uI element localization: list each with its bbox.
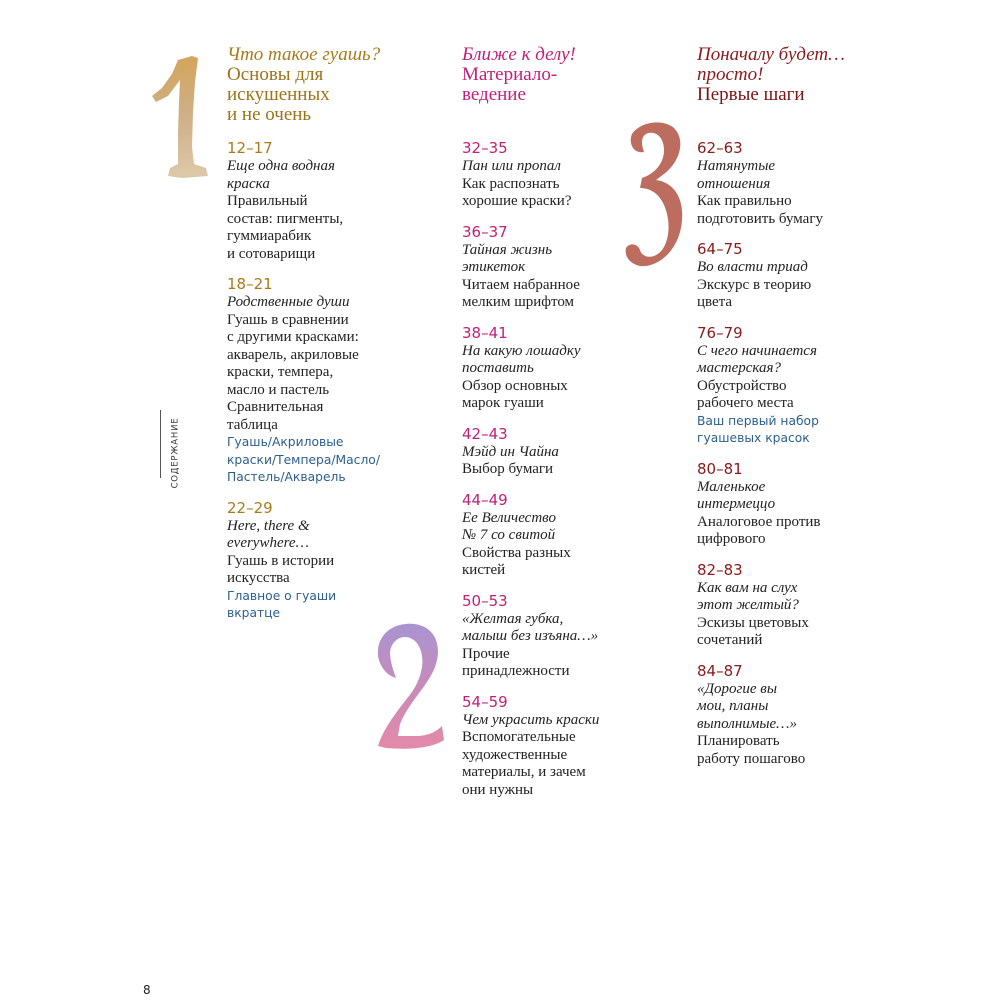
chapter-description: Гуашь в сравнении с другими красками: акварель, акриловые краски, темпера, масло и пастель Сравнительная таблица [227,311,359,433]
chapter-description: Обзор основных марок гуаши [462,377,568,411]
chapter-description: Свойства разных кистей [462,544,571,578]
painted-digit-two [370,616,450,756]
chapter-title: Пан или пропал [462,158,561,174]
chapter-title: Мэйд ин Чайна [462,443,559,460]
chapter-title: Еще одна водная краска [227,158,335,192]
page-range: 64–75 [697,240,743,258]
chapter-description: Как распознать хорошие краски? [462,175,572,209]
chapter-description: Обустройство рабочего места [697,377,794,411]
chapter-title: Чем украсить краски [462,711,600,728]
toc-entry [227,139,457,263]
chapter-description: Читаем набранное мелким шрифтом [462,276,580,310]
page-range: 62–63 [697,139,743,157]
toc-entry [697,662,927,769]
toc-entry [462,693,692,800]
chapter-note: Ваш первый набор гуашевых красок [697,413,819,445]
section-subtitle: Материало- ведение [462,64,558,105]
table-of-contents-label: СОДЕРЖАНИЕ [170,417,181,489]
chapter-description: Планировать работу пошагово [697,733,806,767]
page-range: 38–41 [462,323,508,342]
chapter-description: Прочие принадлежности [462,645,570,679]
page-range: 22–29 [227,498,273,517]
page-range: 36–37 [462,222,508,241]
toc-entry [462,223,692,312]
toc-entry [462,324,692,413]
section-title: Что такое гуашь? [227,44,381,65]
toc-entry [227,275,457,487]
chapter-description: Выбор бумаги [462,461,554,477]
chapter-description: Правильный состав: пигменты, гуммиарабик и сотоварищи [227,193,344,262]
toc-entry [697,240,927,312]
chapter-description: Как правильно подготовить бумагу [697,193,823,227]
toc-entry [462,425,692,479]
chapter-title: Ее Величество № 7 со свитой [462,509,556,543]
section-title: Ближе к делу! [462,44,576,65]
chapter-title: «Дорогие вы мои, планы выполнимые…» [697,680,798,732]
section-subtitle: Основы для искушенных и не очень [227,64,330,125]
chapter-title: Во власти триад [697,259,808,275]
page-range: 18–21 [227,275,273,293]
section-2-column [462,45,692,811]
section-subtitle: Первые шаги [697,84,805,105]
chapter-title: Как вам на слух этот желтый? [697,579,799,613]
page-range: 50–53 [462,591,508,610]
page-range: 32–35 [462,139,508,157]
page-range: 44–49 [462,490,508,509]
toc-entry [697,561,927,650]
side-rule-divider [160,410,161,478]
page-range: 42–43 [462,424,508,443]
chapter-description: Вспомогательные художественные материалы, и зачем они нужны [462,729,586,798]
page-range: 76–79 [697,323,743,342]
painted-digit-one [148,52,218,182]
chapter-note: Гуашь/Акриловые краски/Темпера/Масло/ Пастель/Акварель [227,435,380,484]
toc-entry [697,139,927,228]
chapter-title: Натянутые отношения [697,158,776,192]
chapter-title: С чего начинается мастерская? [697,342,817,376]
chapter-description: Эскизы цветовых сочетаний [697,614,809,648]
chapter-title: Тайная жизнь этикеток [462,241,553,275]
chapter-title: Маленькое интермеццо [697,478,776,512]
section-title: Поначалу будет… просто! [697,44,846,85]
page-range: 84–87 [697,661,743,680]
toc-entry [697,460,927,549]
toc-entry [462,592,692,681]
chapter-title: На какую лошадку поставить [462,342,581,376]
page-number: 8 [143,983,151,997]
toc-entry [697,324,927,448]
page-range: 80–81 [697,459,743,478]
page-range: 12–17 [227,139,273,157]
page-range: 82–83 [697,560,743,579]
chapter-title: Here, there & everywhere… [227,517,310,551]
chapter-note: Главное о гуаши вкратце [227,588,337,620]
section-3-column [697,45,927,780]
toc-entry [462,139,692,211]
chapter-description: Гуашь в истории искусства [227,552,335,586]
chapter-description: Экскурс в теорию цвета [697,276,812,310]
chapter-title: Родственные души [227,294,350,310]
toc-entry [227,499,457,623]
page-range: 54–59 [462,692,508,711]
chapter-description: Аналоговое против цифрового [697,513,821,547]
section-1-column [227,45,457,635]
chapter-title: «Желтая губка, малыш без изъяна…» [462,610,599,644]
toc-entry [462,491,692,580]
